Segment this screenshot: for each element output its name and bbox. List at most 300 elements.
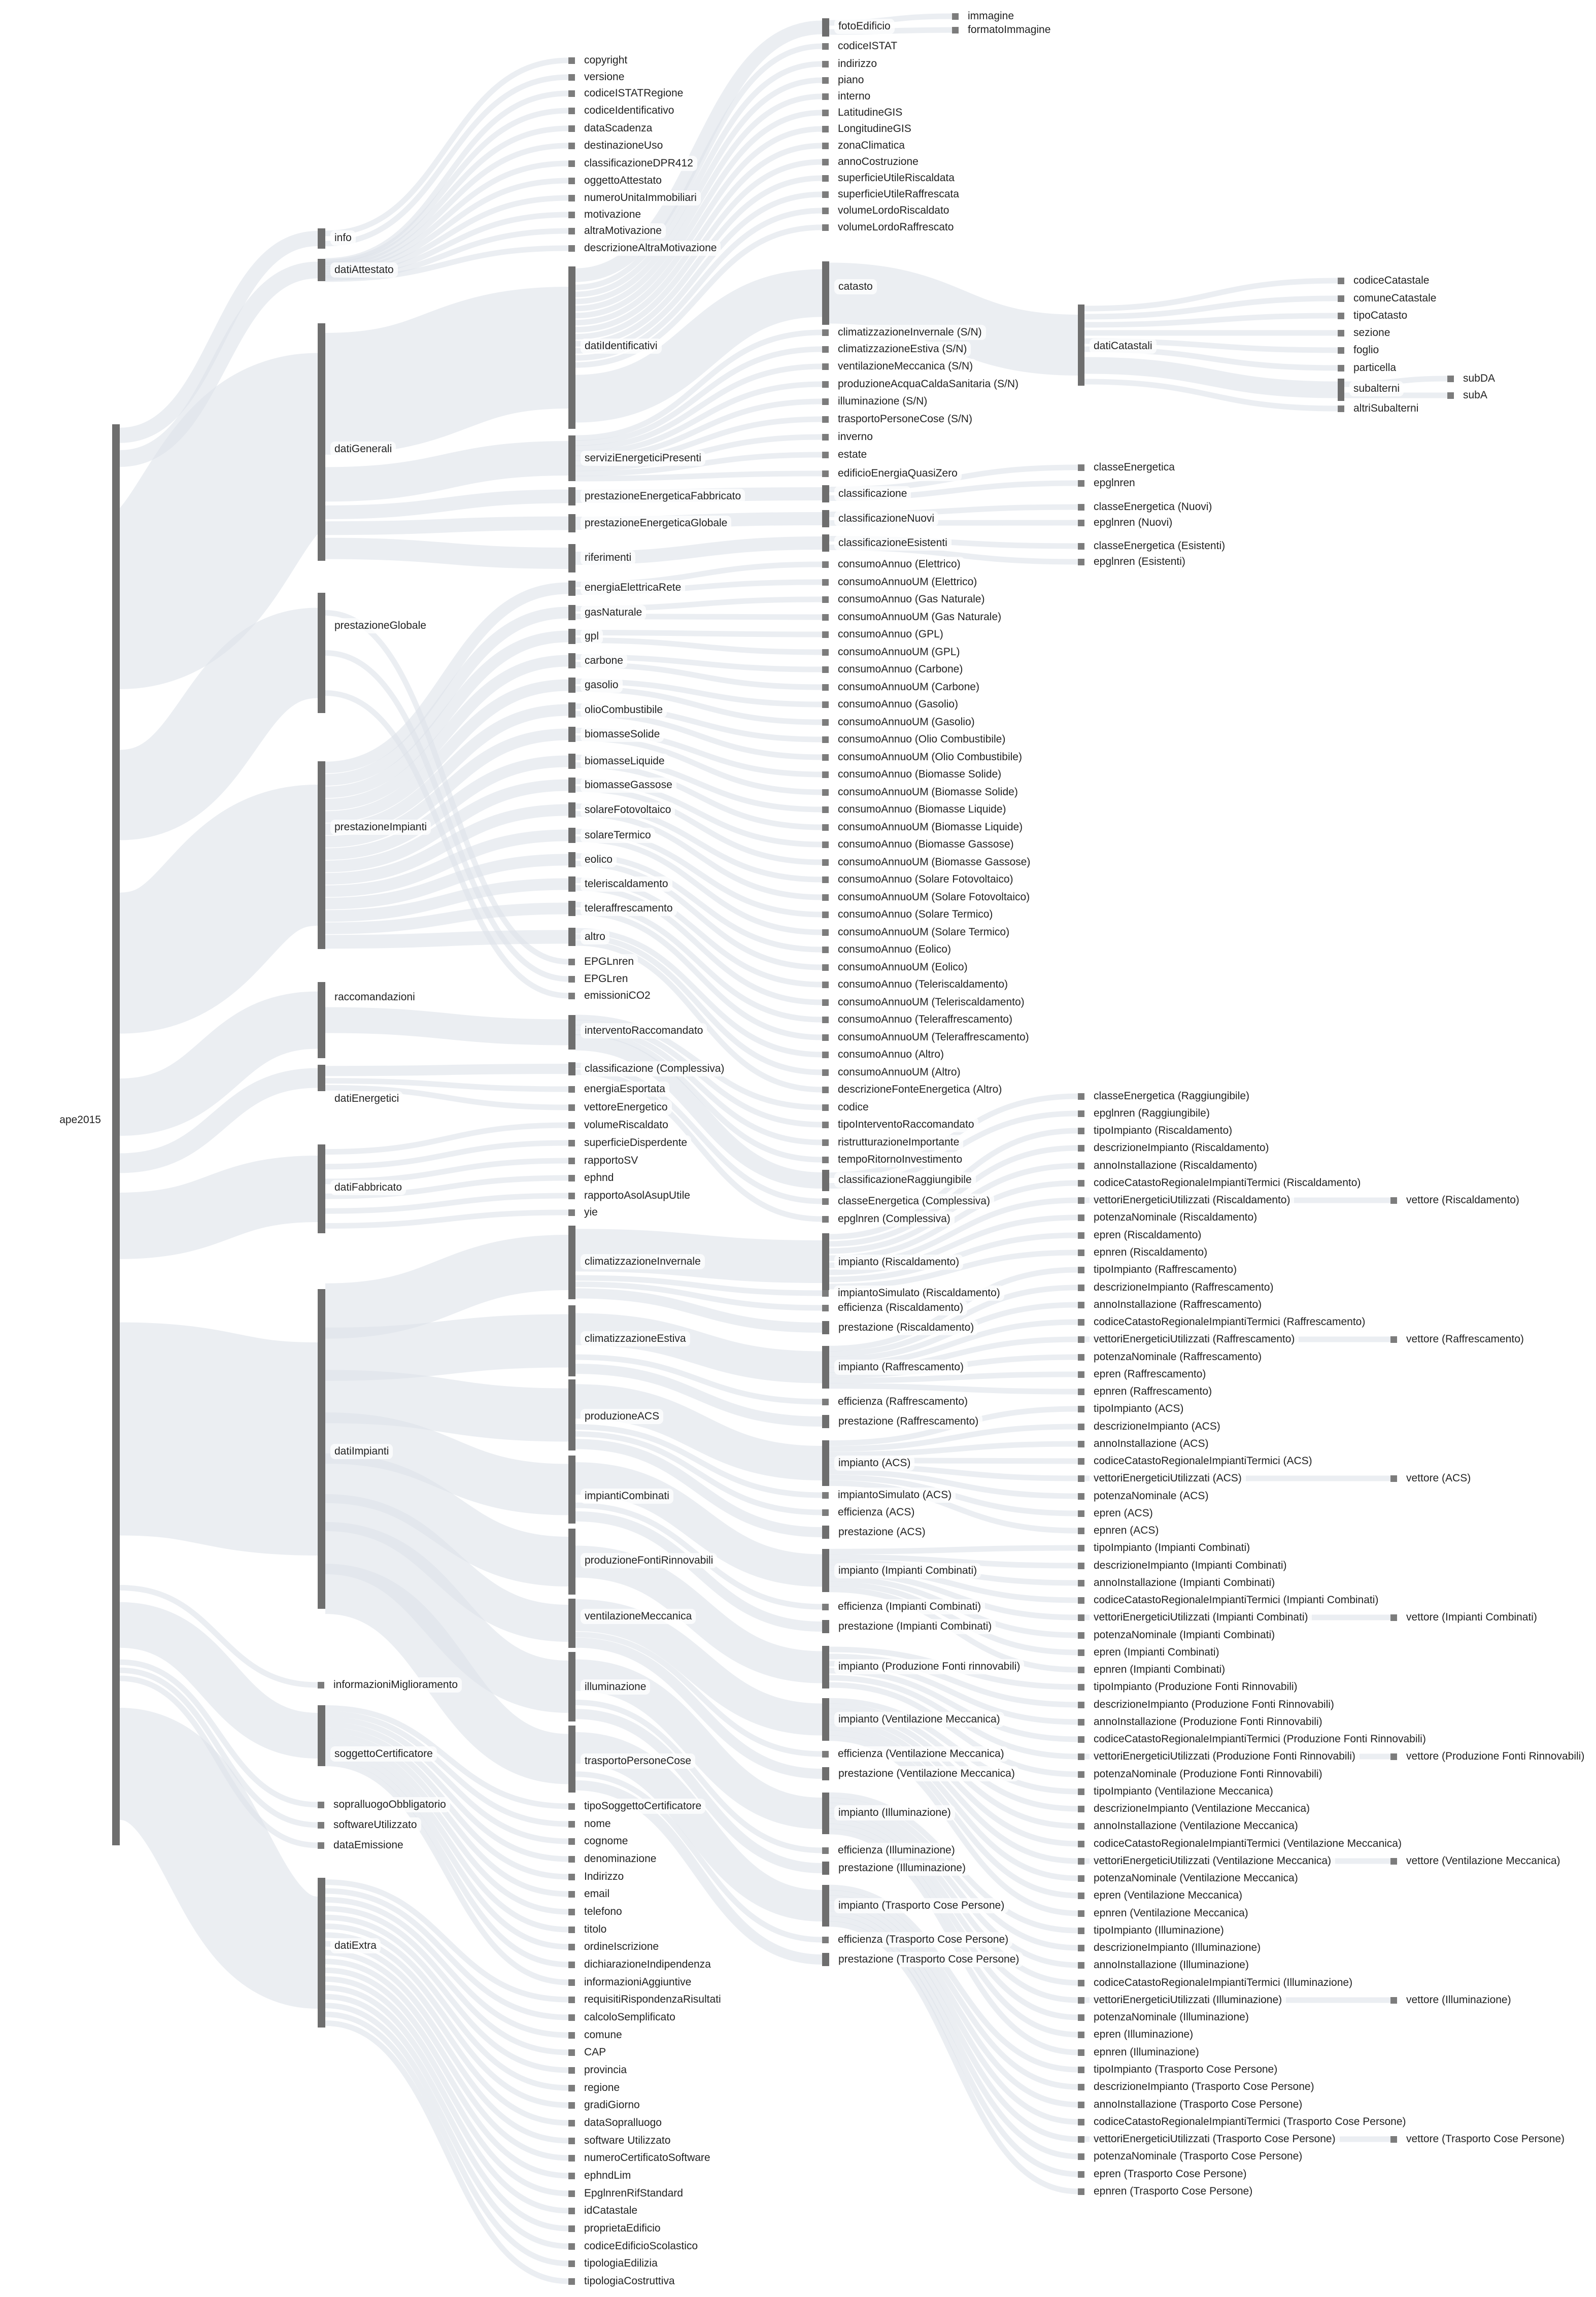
node-proprietaEdificio-marker [568, 2225, 575, 2232]
node-datiEnergetici-marker [318, 1065, 325, 1091]
node-softwareUtilizzato-marker [318, 1822, 324, 1829]
node-cAUM_bioG-label: consumoAnnuoUM (Biomasse Gassose) [834, 855, 1034, 870]
node-biomasseSolide-marker [568, 727, 575, 742]
node-annoCostruzione-marker [822, 159, 829, 165]
node-classificazione-marker [822, 485, 829, 502]
link-impiantoRaff-raff_epnren [829, 1386, 1078, 1392]
node-vettoreIC-marker [1390, 1614, 1397, 1621]
node-tipologiaEdilizia-label: tipologiaEdilizia [580, 2256, 662, 2271]
node-prestazioneEnergeticaFabbricato-marker [568, 487, 575, 505]
node-codiceISTATRegione-label: codiceISTATRegione [580, 86, 687, 101]
node-cA_eolico-label: consumoAnnuo (Eolico) [834, 942, 955, 957]
node-climatizzazioneEstiva-label: climatizzazioneEstiva [581, 1331, 690, 1346]
node-classificazione-label: classificazione [834, 486, 911, 501]
node-riferimenti-label: riferimenti [581, 550, 635, 565]
link-datiImpianti-produzioneACS [325, 1397, 568, 1415]
node-tcp_pot-label: potenzaNominale (Trasporto Cose Persone) [1090, 2149, 1306, 2164]
node-efficienzaACS-marker [822, 1509, 829, 1516]
node-vm_vett-marker [1078, 1858, 1084, 1865]
node-impiantoRisc-label: impianto (Riscaldamento) [834, 1255, 963, 1270]
link-impiantoIC-ic_tipo [829, 1548, 1078, 1551]
node-info-label: info [330, 230, 356, 246]
node-impiantoSimulatoRisc-label: impiantoSimulato (Riscaldamento) [834, 1286, 1004, 1301]
node-prestazioneIll-label: prestazione (Illuminazione) [834, 1861, 970, 1876]
node-email-marker [568, 1891, 575, 1898]
node-subA-label: subA [1459, 388, 1491, 403]
node-cA_gasolio-marker [822, 701, 829, 708]
node-pfr_tipo-marker [1078, 1684, 1084, 1691]
node-copyright-marker [568, 57, 575, 64]
node-carbone-label: carbone [581, 653, 627, 668]
node-cA_olio-marker [822, 736, 829, 743]
node-biomasseGassose-marker [568, 778, 575, 793]
node-piano-marker [822, 77, 829, 84]
node-cA_carbone-label: consumoAnnuo (Carbone) [834, 662, 967, 677]
node-raff_vett-label: vettoriEnergeticiUtilizzati (Raffrescamento) [1090, 1332, 1299, 1347]
node-raccomandazioni-marker [318, 982, 325, 1058]
node-cAUM_bioS-label: consumoAnnuoUM (Biomasse Solide) [834, 785, 1022, 800]
node-risc_pot-marker [1078, 1214, 1084, 1221]
node-acs_pot-marker [1078, 1493, 1084, 1500]
node-vettoreTCP-label: vettore (Trasporto Cose Persone) [1402, 2132, 1569, 2147]
node-classeEnergeticaRaggiungibile-marker [1078, 1093, 1084, 1100]
node-gradiGiorno-marker [568, 2102, 575, 2109]
node-sezione-marker [1338, 330, 1344, 336]
node-acs_anno-marker [1078, 1441, 1084, 1447]
node-zonaClimatica-label: zonaClimatica [834, 138, 909, 153]
node-rapportoSV-label: rapportoSV [580, 1153, 642, 1168]
node-ic_codcat-label: codiceCatastoRegionaleImpiantiTermici (Impianti Combinati) [1090, 1593, 1382, 1608]
node-prestazioneIC-marker [822, 1620, 829, 1633]
link-datiGenerali-riferimenti [325, 549, 568, 558]
node-regione-marker [568, 2085, 575, 2091]
node-classificazioneEsistenti-marker [822, 534, 829, 552]
node-rapportoAsolAsupUtile-label: rapportoAsolAsupUtile [580, 1188, 694, 1203]
node-risc_descr-label: descrizioneImpianto (Riscaldamento) [1090, 1140, 1273, 1156]
node-codiceISTAT-label: codiceISTAT [834, 39, 901, 54]
node-vm_vett-label: vettoriEnergeticiUtilizzati (Ventilazione Meccanica) [1090, 1853, 1335, 1869]
node-versione-label: versione [580, 70, 628, 85]
node-vettoreIC-label: vettore (Impianti Combinati) [1402, 1610, 1541, 1625]
node-provincia-label: provincia [580, 2063, 631, 2078]
node-inverno-label: inverno [834, 429, 877, 445]
node-cAUM_gas-label: consumoAnnuoUM (Gas Naturale) [834, 610, 1005, 625]
node-cAUM_teleR-marker [822, 999, 829, 1006]
node-eolico-label: eolico [581, 852, 617, 867]
node-tcp_tipo-label: tipoImpianto (Trasporto Cose Persone) [1090, 2062, 1281, 2077]
node-rapportoSV-marker [568, 1158, 575, 1164]
node-teleraffrescamento-label: teleraffrescamento [581, 901, 677, 916]
node-cAUM_carbone-label: consumoAnnuoUM (Carbone) [834, 680, 983, 695]
node-ill_codcat-label: codiceCatastoRegionaleImpiantiTermici (Illuminazione) [1090, 1975, 1356, 1990]
node-EPGLren-marker [568, 976, 575, 983]
node-ill_pot-marker [1078, 2014, 1084, 2021]
node-efficienzaVM-marker [822, 1751, 829, 1758]
node-impiantoVM-marker [822, 1698, 829, 1741]
node-solareTermico-label: solareTermico [581, 828, 655, 843]
node-cAUM_olio-marker [822, 754, 829, 761]
node-tipoCatasto-marker [1338, 313, 1344, 319]
node-edificioEnergiaQuasiZero-marker [822, 470, 829, 477]
node-nome-label: nome [580, 1816, 615, 1832]
link-datiGenerali-prestazioneEnergeticaGlobale [325, 523, 568, 528]
node-serviziEnergeticiPresenti-label: serviziEnergeticiPresenti [581, 451, 705, 466]
node-prestazioneIC-label: prestazione (Impianti Combinati) [834, 1619, 996, 1634]
node-biomasseSolide-label: biomasseSolide [581, 727, 664, 742]
node-impiantoRaff-marker [822, 1346, 829, 1389]
node-ic_epnren-label: epnren (Impianti Combinati) [1090, 1662, 1229, 1677]
node-teleraffrescamento-marker [568, 901, 575, 916]
node-produzioneAcquaCaldaSanitariaSN-marker [822, 381, 829, 388]
node-ill_epren-marker [1078, 2032, 1084, 2038]
node-ill_pot-label: potenzaNominale (Illuminazione) [1090, 2010, 1253, 2025]
node-efficienzaTCP-label: efficienza (Trasporto Cose Persone) [834, 1932, 1012, 1947]
node-classificazioneComplessiva-marker [568, 1062, 575, 1075]
node-produzioneFontiRinnovabili-marker [568, 1529, 575, 1595]
node-raff_pot-label: potenzaNominale (Raffrescamento) [1090, 1349, 1266, 1365]
node-classeEnergeticaEsistenti-label: classeEnergetica (Esistenti) [1090, 538, 1229, 554]
node-gradiGiorno-label: gradiGiorno [580, 2098, 644, 2113]
node-superficieUtileRiscaldata-marker [822, 175, 829, 182]
node-cAUM_bioG-marker [822, 859, 829, 866]
node-risc_epnren-label: epnren (Riscaldamento) [1090, 1245, 1211, 1260]
node-impiantoIC-marker [822, 1549, 829, 1592]
link-ape2015-datiFabbricato [120, 1189, 318, 1226]
node-raff_descr-label: descrizioneImpianto (Raffrescamento) [1090, 1280, 1277, 1295]
node-gasNaturale-marker [568, 605, 575, 620]
node-cAUM_teleRaf-label: consumoAnnuoUM (Teleraffrescamento) [834, 1030, 1033, 1045]
node-climatizzazioneEstiva-marker [568, 1305, 575, 1376]
node-foglio-marker [1338, 347, 1344, 354]
node-cA_gpl-marker [822, 631, 829, 638]
node-volumeLordoRaffrescato-marker [822, 224, 829, 231]
node-informazioniAggiuntive-marker [568, 1979, 575, 1986]
node-tempoRitornoInvestimento-marker [822, 1157, 829, 1163]
node-raff_tipo-marker [1078, 1267, 1084, 1273]
node-superficieUtileRiscaldata-label: superficieUtileRiscaldata [834, 171, 959, 186]
node-ic_tipo-marker [1078, 1545, 1084, 1551]
node-cAUM_bioS-marker [822, 789, 829, 796]
node-impiantiCombinati-marker [568, 1456, 575, 1524]
node-illuminazioneSN-label: illuminazione (S/N) [834, 394, 931, 409]
node-cAUM_gasolio-marker [822, 719, 829, 726]
node-cAUM_elettrico-label: consumoAnnuoUM (Elettrico) [834, 575, 981, 590]
node-descrizioneAltraMotivazione-marker [568, 245, 575, 252]
node-risc_vett-label: vettoriEnergeticiUtilizzati (Riscaldamento) [1090, 1193, 1294, 1208]
node-cA_teleRaf-marker [822, 1017, 829, 1023]
node-epglnrenRaggiungibile-label: epglnren (Raggiungibile) [1090, 1106, 1214, 1121]
node-ill_descr-label: descrizioneImpianto (Illuminazione) [1090, 1940, 1265, 1955]
node-datiFabbricato-label: datiFabbricato [330, 1180, 406, 1195]
node-EPGLnren-label: EPGLnren [580, 954, 638, 969]
node-energiaElettricaRete-label: energiaElettricaRete [581, 580, 685, 595]
node-estate-label: estate [834, 447, 871, 462]
node-volumeRiscaldato-marker [568, 1122, 575, 1129]
node-pfr_codcat-label: codiceCatastoRegionaleImpiantiTermici (Produzione Fonti Rinnovabili) [1090, 1732, 1430, 1747]
node-altraMotivazione-marker [568, 228, 575, 234]
node-comune-label: comune [580, 2028, 626, 2043]
node-tcp_anno-label: annoInstallazione (Trasporto Cose Persone) [1090, 2097, 1306, 2112]
node-tcp_descr-label: descrizioneImpianto (Trasporto Cose Persone) [1090, 2079, 1318, 2095]
node-sopralluogoObbligatorio-marker [318, 1802, 324, 1808]
node-cAUM_carbone-marker [822, 684, 829, 691]
node-trasportoPersoneCose-label: trasportoPersoneCose [581, 1753, 695, 1769]
node-soggettoCertificatore-label: soggettoCertificatore [330, 1746, 437, 1762]
node-produzioneAcquaCaldaSanitariaSN-label: produzioneAcquaCaldaSanitaria (S/N) [834, 377, 1023, 392]
node-piano-label: piano [834, 73, 868, 88]
node-risc_anno-marker [1078, 1163, 1084, 1169]
node-numeroCertificatoSoftware-marker [568, 2155, 575, 2161]
node-cAUM_solT-marker [822, 929, 829, 936]
node-edificioEnergiaQuasiZero-label: edificioEnergiaQuasiZero [834, 466, 962, 481]
node-cAUM_gasolio-label: consumoAnnuoUM (Gasolio) [834, 715, 979, 730]
node-epglnrenComplessiva-label: epglnren (Complessiva) [834, 1211, 955, 1227]
node-vm_epnren-label: epnren (Ventilazione Meccanica) [1090, 1906, 1252, 1921]
node-dichiarazioneIndipendenza-marker [568, 1962, 575, 1968]
node-impiantoSimulatoACS-label: impiantoSimulato (ACS) [834, 1488, 956, 1503]
node-energiaElettricaRete-marker [568, 581, 575, 596]
node-efficienzaIll-marker [822, 1847, 829, 1854]
node-catasto-marker [822, 261, 829, 325]
node-comuneCatastale-marker [1338, 295, 1344, 302]
node-vettoreEnergetico-marker [568, 1104, 575, 1111]
node-interno-label: interno [834, 89, 874, 104]
node-classificazioneComplessiva-label: classificazione (Complessiva) [581, 1061, 728, 1076]
node-energiaEsportata-marker [568, 1086, 575, 1093]
node-requisitiRispondenzaRisultati-label: requisitiRispondenzaRisultati [580, 1992, 725, 2007]
node-prestazioneRisc-label: prestazione (Riscaldamento) [834, 1320, 978, 1335]
node-prestazioneTCP-marker [822, 1953, 829, 1966]
node-tcp_vett-marker [1078, 2136, 1084, 2143]
node-tcp_anno-marker [1078, 2102, 1084, 2108]
node-risc_codcat-marker [1078, 1180, 1084, 1187]
node-gpl-label: gpl [581, 629, 603, 644]
node-prestazioneVM-marker [822, 1767, 829, 1780]
node-prestazioneACS-marker [822, 1526, 829, 1539]
node-raff_pot-marker [1078, 1354, 1084, 1361]
node-vm_codcat-marker [1078, 1841, 1084, 1847]
node-immagine-label: immagine [964, 9, 1018, 24]
node-pfr_vett-label: vettoriEnergeticiUtilizzati (Produzione Fonti Rinnovabili) [1090, 1749, 1360, 1764]
node-classeEnergeticaComplessiva-marker [822, 1198, 829, 1205]
node-ic_vett-label: vettoriEnergeticiUtilizzati (Impianti Combinati) [1090, 1610, 1312, 1625]
node-vettoreRisc-label: vettore (Riscaldamento) [1402, 1193, 1523, 1208]
node-tcp_vett-label: vettoriEnergeticiUtilizzati (Trasporto Cose Persone) [1090, 2132, 1340, 2147]
node-cA_eolico-marker [822, 947, 829, 953]
node-efficienzaIll-label: efficienza (Illuminazione) [834, 1843, 959, 1858]
node-volumeLordoRaffrescato-label: volumeLordoRaffrescato [834, 220, 958, 235]
node-dataEmissione-label: dataEmissione [329, 1838, 408, 1853]
node-prestazioneImpianti-marker [318, 761, 325, 949]
node-numeroUnitaImmobiliari-label: numeroUnitaImmobiliari [580, 190, 701, 206]
node-raff_vett-marker [1078, 1336, 1084, 1343]
node-vm_codcat-label: codiceCatastoRegionaleImpiantiTermici (Ventilazione Meccanica) [1090, 1836, 1406, 1851]
node-solareFotovoltaico-marker [568, 802, 575, 818]
node-yie-marker [568, 1209, 575, 1216]
node-ventilazioneMeccanicaSN-marker [822, 363, 829, 370]
node-superficieUtileRaffrescata-label: superficieUtileRaffrescata [834, 187, 963, 202]
node-acs_codcat-marker [1078, 1458, 1084, 1465]
node-prestazioneImpianti-label: prestazioneImpianti [330, 820, 431, 835]
node-risc_codcat-label: codiceCatastoRegionaleImpiantiTermici (Riscaldamento) [1090, 1175, 1365, 1191]
node-descrFonteAltro-marker [822, 1087, 829, 1093]
node-cA_solFV-marker [822, 876, 829, 883]
node-cAUM_altro-marker [822, 1069, 829, 1076]
node-prestazioneIll-marker [822, 1862, 829, 1875]
node-comuneCatastale-label: comuneCatastale [1349, 291, 1440, 306]
node-oggettoAttestato-label: oggettoAttestato [580, 173, 666, 188]
node-vettoreRisc-marker [1390, 1197, 1397, 1204]
node-cAUM_eolico-marker [822, 964, 829, 971]
node-tipoInterventoRaccomandato-label: tipoInterventoRaccomandato [834, 1117, 978, 1132]
node-impiantoPFR-marker [822, 1646, 829, 1688]
node-risc_epren-marker [1078, 1232, 1084, 1239]
node-cA_gas-label: consumoAnnuo (Gas Naturale) [834, 592, 989, 607]
node-classeEnergeticaNuovi-label: classeEnergetica (Nuovi) [1090, 499, 1216, 515]
node-vm_pot-marker [1078, 1875, 1084, 1882]
link-datiImpianti-climatizzazioneEstiva [325, 1341, 568, 1354]
node-pfr_pot-label: potenzaNominale (Produzione Fonti Rinnovabili) [1090, 1767, 1327, 1782]
node-olioCombustibile-label: olioCombustibile [581, 702, 667, 718]
node-trasportoPersoneCose-marker [568, 1726, 575, 1793]
node-vm_anno-label: annoInstallazione (Ventilazione Meccanica) [1090, 1818, 1302, 1834]
node-motivazione-marker [568, 212, 575, 218]
node-eolico-marker [568, 852, 575, 867]
node-superficieDisperdente-label: superficieDisperdente [580, 1135, 691, 1151]
link-datiFabbricato-volumeRiscaldato [325, 1125, 568, 1152]
node-prestazioneGlobale-marker [318, 593, 325, 713]
node-codiceISTAT-marker [822, 43, 829, 50]
node-impiantoACS-label: impianto (ACS) [834, 1456, 914, 1471]
node-acs_tipo-marker [1078, 1406, 1084, 1412]
node-dataSopralluogo-marker [568, 2120, 575, 2126]
node-immagine-marker [952, 13, 959, 20]
node-ill_tipo-marker [1078, 1928, 1084, 1934]
node-produzioneACS-marker [568, 1379, 575, 1450]
node-ic_pot-label: potenzaNominale (Impianti Combinati) [1090, 1628, 1279, 1643]
node-EPGLnren-marker [568, 959, 575, 965]
node-prestazioneEnergeticaGlobale-marker [568, 514, 575, 532]
node-cAUM_solFV-marker [822, 894, 829, 901]
node-tcp_descr-marker [1078, 2084, 1084, 2090]
node-interventoRaccomandato-marker [568, 1015, 575, 1050]
node-prestazioneGlobale-label: prestazioneGlobale [330, 618, 430, 633]
node-epglnrenEsistenti-marker [1078, 559, 1084, 565]
node-pfr_vett-marker [1078, 1753, 1084, 1760]
node-motivazione-label: motivazione [580, 207, 645, 222]
node-risc_anno-label: annoInstallazione (Riscaldamento) [1090, 1158, 1261, 1173]
node-ill_epren-label: epren (Illuminazione) [1090, 2027, 1197, 2042]
link-ape2015-datiImpianti [120, 1429, 318, 1449]
node-impiantoIll-marker [822, 1793, 829, 1834]
node-cognome-marker [568, 1838, 575, 1845]
node-impiantoIll-label: impianto (Illuminazione) [834, 1805, 955, 1820]
node-vettoreRaff-marker [1390, 1336, 1397, 1343]
node-Indirizzo-marker [568, 1874, 575, 1880]
node-cA_solT-label: consumoAnnuo (Solare Termico) [834, 907, 997, 922]
node-cognome-label: cognome [580, 1834, 632, 1849]
node-impiantoSimulatoRisc-marker [822, 1290, 829, 1297]
node-datiIdentificativi-marker [568, 266, 575, 429]
node-cA_olio-label: consumoAnnuo (Olio Combustibile) [834, 732, 1009, 747]
node-cA_teleRaf-label: consumoAnnuo (Teleraffrescamento) [834, 1012, 1016, 1027]
node-ic_descr-marker [1078, 1563, 1084, 1569]
link-ape2015-datiExtra [120, 1764, 318, 1953]
node-prestazioneVM-label: prestazione (Ventilazione Meccanica) [834, 1766, 1019, 1781]
node-datiFabbricato-marker [318, 1144, 325, 1233]
node-ephnd-marker [568, 1175, 575, 1181]
node-cAUM_eolico-label: consumoAnnuoUM (Eolico) [834, 960, 972, 975]
node-classeEnergetica-marker [1078, 464, 1084, 471]
node-cA_bioG-label: consumoAnnuo (Biomasse Gassose) [834, 837, 1018, 852]
node-LongitudineGIS-marker [822, 126, 829, 132]
node-energiaEsportata-label: energiaEsportata [580, 1082, 669, 1097]
node-epglnren-label: epglnren [1090, 476, 1139, 491]
node-biomasseLiquide-label: biomasseLiquide [581, 754, 669, 769]
node-carbone-marker [568, 653, 575, 668]
node-epglnrenNuovi-label: epglnren (Nuovi) [1090, 515, 1176, 530]
node-epglnrenComplessiva-marker [822, 1216, 829, 1223]
node-classificazioneRaggiungibile-label: classificazioneRaggiungibile [834, 1172, 976, 1188]
node-ill_vett-marker [1078, 1997, 1084, 2004]
node-epglnrenRaggiungibile-marker [1078, 1110, 1084, 1117]
node-tcp_epren-marker [1078, 2171, 1084, 2178]
node-LatitudineGIS-label: LatitudineGIS [834, 105, 906, 120]
node-cA_carbone-marker [822, 666, 829, 673]
node-impiantoACS-marker [822, 1440, 829, 1486]
node-email-label: email [580, 1886, 614, 1902]
node-ventilazioneMeccanicaSN-label: ventilazioneMeccanica (S/N) [834, 359, 977, 374]
node-tcp_epnren-marker [1078, 2188, 1084, 2195]
link-datiGenerali-datiIdentificativi [325, 348, 568, 394]
node-emissioniCO2-marker [568, 993, 575, 999]
node-ape2015-marker [112, 424, 120, 1845]
node-classeEnergeticaNuovi-marker [1078, 504, 1084, 511]
node-tcp_tipo-marker [1078, 2067, 1084, 2073]
link-ape2015-raccomandazioni [120, 1020, 318, 1107]
node-ephnd-label: ephnd [580, 1170, 618, 1186]
node-cAUM_gpl-label: consumoAnnuoUM (GPL) [834, 645, 964, 660]
link-ape2015-datiGenerali [120, 442, 318, 600]
node-pfr_pot-marker [1078, 1771, 1084, 1778]
node-cAUM_teleRaf-marker [822, 1034, 829, 1041]
node-raff_codcat-marker [1078, 1319, 1084, 1326]
node-subalterni-label: subalterni [1349, 381, 1404, 396]
node-efficienzaTCP-marker [822, 1937, 829, 1943]
node-raff_anno-label: annoInstallazione (Raffrescamento) [1090, 1297, 1266, 1312]
node-prestazioneRaff-label: prestazione (Raffrescamento) [834, 1414, 982, 1429]
node-sopralluogoObbligatorio-label: sopralluogoObbligatorio [329, 1797, 450, 1812]
node-ventilazioneMeccanica-label: ventilazioneMeccanica [581, 1609, 696, 1624]
node-tcp_codcat-marker [1078, 2119, 1084, 2125]
node-classificazioneDPR412-label: classificazioneDPR412 [580, 156, 697, 171]
node-datiGenerali-label: datiGenerali [330, 442, 396, 457]
node-subalterni-marker [1338, 379, 1344, 401]
node-cAUM_bioL-marker [822, 824, 829, 831]
node-ordineIscrizione-label: ordineIscrizione [580, 1939, 663, 1954]
node-prestazioneTCP-label: prestazione (Trasporto Cose Persone) [834, 1952, 1023, 1967]
node-acs_epnren-marker [1078, 1528, 1084, 1534]
node-codiceISTATRegione-marker [568, 90, 575, 97]
node-ill_tipo-label: tipoImpianto (Illuminazione) [1090, 1923, 1228, 1938]
node-risc_tipo-label: tipoImpianto (Riscaldamento) [1090, 1123, 1236, 1138]
node-LongitudineGIS-label: LongitudineGIS [834, 121, 915, 137]
node-tipologiaCostruttiva-label: tipologiaCostruttiva [580, 2274, 679, 2289]
node-codiceCatastale-marker [1338, 278, 1344, 284]
node-tipologiaEdilizia-marker [568, 2260, 575, 2267]
node-subA-marker [1447, 392, 1454, 399]
node-prestazioneEnergeticaFabbricato-label: prestazioneEnergeticaFabbricato [581, 489, 745, 504]
